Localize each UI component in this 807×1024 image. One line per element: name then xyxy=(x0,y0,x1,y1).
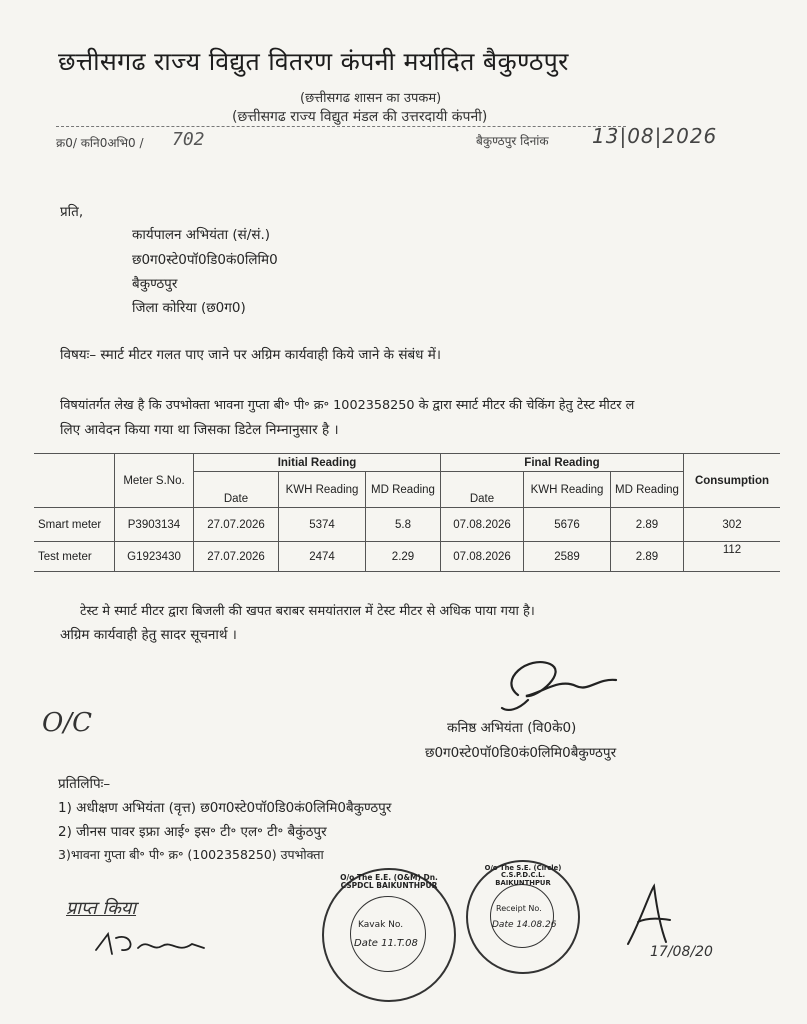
initial-kwh-header: KWH Reading xyxy=(279,472,366,508)
table-row xyxy=(34,542,780,572)
place-date-label: बैकुण्ठपुर दिनांक xyxy=(476,134,549,148)
final-md-cell: 2.89 xyxy=(611,508,684,542)
intro-line: विषयांतर्गत लेख है कि उपभोक्ता भावना गुप्ता बी॰ पी॰ क्र॰ 1002358250 के द्वारा स्मार्ट मीटर की चेकिंग हेतु टेस्ट मीटर ल xyxy=(60,398,635,413)
recipient-line: छ0ग0स्टे0पॉ0डि0कं0लिमि0 xyxy=(132,252,278,268)
final-kwh-cell: 5676 xyxy=(524,508,611,542)
reference-number: 702 xyxy=(172,129,205,150)
letterhead-subtitle: (छत्तीसगढ शासन का उपकम) xyxy=(300,91,442,106)
meter-reading-table xyxy=(34,453,780,572)
initial-kwh-cell: 2474 xyxy=(279,542,366,572)
stamp-inner-ring xyxy=(350,896,426,972)
conclusion-line: अग्रिम कार्यवाही हेतु सादर सूचनार्थ । xyxy=(60,627,237,643)
copies-heading: प्रतिलिपिः– xyxy=(58,776,111,792)
consumption-header: Consumption xyxy=(684,454,781,508)
received-note: प्राप्त किया xyxy=(66,898,137,919)
table-corner xyxy=(34,454,115,508)
letterhead-title: छत्तीसगढ राज्य विद्युत वितरण कंपनी मर्यादित बैकुण्ठपुर xyxy=(58,47,569,76)
recipient-line: कार्यपालन अभियंता (सं/सं.) xyxy=(132,227,271,243)
consumption-cell: 112 xyxy=(684,542,781,572)
initial-md-cell: 5.8 xyxy=(366,508,441,542)
meter-sno-cell: G1923430 xyxy=(115,542,194,572)
office-stamp xyxy=(322,868,456,1002)
intro-line: लिए आवेदन किया गया था जिसका डिटेल निम्नानुसार है । xyxy=(60,422,339,438)
side-date: 17/08/20 xyxy=(650,944,713,960)
officer-signature xyxy=(488,650,628,720)
stamp-date: Date 11.T.08 xyxy=(354,938,418,949)
final-date-cell: 07.08.2026 xyxy=(441,508,524,542)
initial-date-cell: 27.07.2026 xyxy=(194,508,279,542)
stamp-ring-text: O/o The E.E. (O&M) Dn. CSPDCL BAIKUNTHPUR xyxy=(340,873,438,891)
initial-kwh-cell: 5374 xyxy=(279,508,366,542)
office-stamp xyxy=(466,860,580,974)
final-md-header: MD Reading xyxy=(611,472,684,508)
signatory-designation: कनिष्ठ अभियंता (वि0के0) xyxy=(447,720,577,736)
final-md-cell: 2.89 xyxy=(611,542,684,572)
letterhead-subtitle-2: (छत्तीसगढ राज्य विद्युत मंडल की उत्तरदायी कंपनी) xyxy=(232,109,488,125)
stamp-ring-text: O/o The S.E. (Circle) C.S.P.D.C.L. BAIKUNTHPUR xyxy=(484,864,562,887)
row-label: Test meter xyxy=(34,542,115,572)
subject-line: विषयः– स्मार्ट मीटर गलत पाए जाने पर अग्रिम कार्यवाही किये जाने के संबंध में। xyxy=(60,347,441,363)
letterhead-divider xyxy=(56,126,626,127)
receiver-signature xyxy=(92,928,212,962)
copy-item: 1) अधीक्षण अभियंता (वृत्त) छ0ग0स्टे0पॉ0डि0कं0लिमि0बैकुण्ठपुर xyxy=(58,800,392,816)
final-reading-header: Final Reading xyxy=(441,454,684,472)
stamp-receipt-no: Kavak No. xyxy=(358,920,404,930)
meter-sno-header: Meter S.No. xyxy=(115,454,194,508)
oc-note: O/C xyxy=(42,708,92,738)
initial-reading-header: Initial Reading xyxy=(194,454,441,472)
row-label: Smart meter xyxy=(34,508,115,542)
meter-sno-cell: P3903134 xyxy=(115,508,194,542)
signatory-office: छ0ग0स्टे0पॉ0डि0कं0लिमि0बैकुण्ठपुर xyxy=(425,745,617,761)
conclusion-line: टेस्ट मे स्मार्ट मीटर द्वारा बिजली की खपत बराबर समयांतराल में टेस्ट मीटर से अधिक पाया गया है। xyxy=(80,604,535,619)
initial-date-cell: 27.07.2026 xyxy=(194,542,279,572)
initial-date-header: Date xyxy=(194,472,279,508)
final-date-header: Date xyxy=(441,472,524,508)
final-date-cell: 07.08.2026 xyxy=(441,542,524,572)
recipient-line: बैकुण्ठपुर xyxy=(132,276,178,292)
final-kwh-cell: 2589 xyxy=(524,542,611,572)
table-row xyxy=(34,508,780,542)
copy-item: 3)भावना गुप्ता बी॰ पी॰ क्र॰ (1002358250) उपभोक्ता xyxy=(58,847,324,862)
initials-signature xyxy=(620,882,680,952)
stamp-date: Date 14.08.26 xyxy=(492,920,557,930)
initial-md-header: MD Reading xyxy=(366,472,441,508)
consumption-cell: 302 xyxy=(684,508,781,542)
initial-md-cell: 2.29 xyxy=(366,542,441,572)
stamp-receipt-no: Receipt No. xyxy=(496,904,542,913)
to-label: प्रति, xyxy=(60,204,84,220)
letter-date: 13|08|2026 xyxy=(592,124,718,148)
final-kwh-header: KWH Reading xyxy=(524,472,611,508)
copy-item: 2) जीनस पावर इफ्रा आई॰ इस॰ टी॰ एल॰ टी॰ बैकुंठपुर xyxy=(58,824,327,840)
recipient-line: जिला कोरिया (छ0ग0) xyxy=(132,300,246,316)
reference-prefix: क्र0/ कनि0अभि0 / xyxy=(56,136,144,150)
stamp-inner-ring xyxy=(490,884,557,948)
